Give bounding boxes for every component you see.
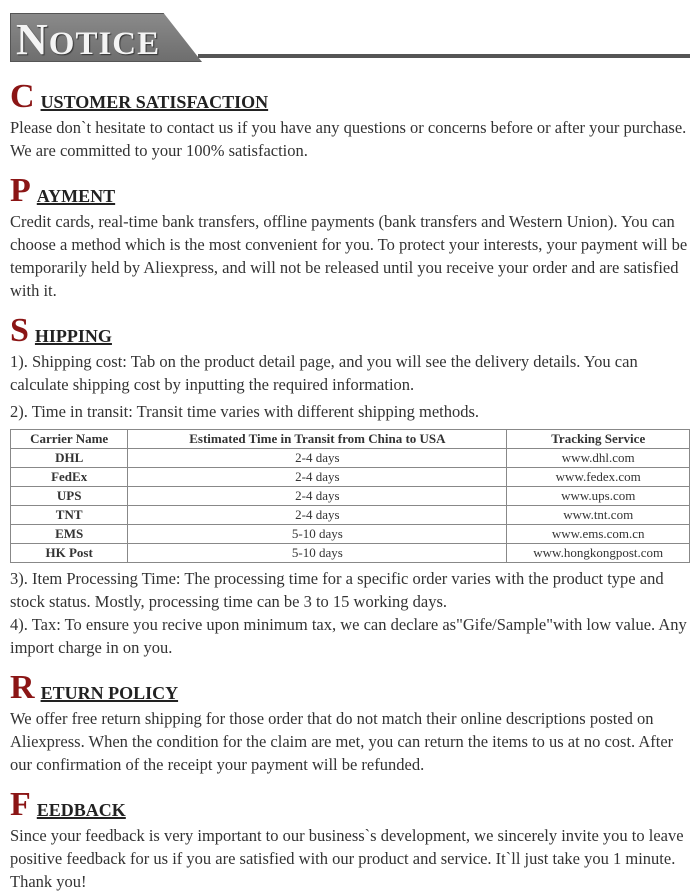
- banner-rule: [198, 54, 690, 58]
- heading-initial: R: [10, 669, 35, 706]
- table-row: [11, 525, 690, 544]
- table-cell: www.fedex.com: [507, 468, 690, 487]
- heading-text: EEDBACK: [36, 800, 126, 820]
- section-heading: [10, 172, 690, 209]
- column-header: Carrier Name: [11, 430, 128, 449]
- table-cell: www.dhl.com: [507, 449, 690, 468]
- table-cell: 2-4 days: [128, 468, 507, 487]
- paragraph: 1). Shipping cost: Tab on the product detail page, and you will see the delivery details. You can calculate shipping cost by inputting the required information.: [10, 352, 638, 394]
- section-heading: [10, 669, 690, 706]
- table-header-row: [11, 430, 690, 449]
- paragraph: We offer free return shipping for those order that do not match their online descriptions posted on Aliexpress. When the condition for the claim are met, you can return the items to us at no cost. After our confirmation of the receipt your payment will be refunded.: [10, 709, 674, 774]
- paragraph: Credit cards, real-time bank transfers, offline payments (bank transfers and Western Union). You can choose a method which is the most convenient for you. To protect your interests, your payment will be temporarily held by Aliexpress, and will not be released until you receive your order and are satisfied with it.: [10, 212, 688, 300]
- heading-initial: P: [10, 172, 31, 209]
- heading-text: HIPPING: [34, 326, 112, 346]
- column-header: Tracking Service: [507, 430, 690, 449]
- section-hipping: [0, 312, 700, 659]
- section-heading: [10, 786, 690, 823]
- section-eturn-policy: [0, 669, 700, 776]
- table-cell: UPS: [11, 487, 128, 506]
- paragraph: 2). Time in transit: Transit time varies with different shipping methods.: [10, 402, 480, 421]
- heading-initial: C: [10, 78, 35, 115]
- section-heading: [10, 78, 690, 115]
- table-row: [11, 468, 690, 487]
- table-cell: www.ems.com.cn: [507, 525, 690, 544]
- paragraph: Since your feedback is very important to our business`s development, we sincerely invite you to leave positive feedback for us if you are satisfied with our product and service. It`ll just take you 1 minute. Thank you!: [10, 826, 684, 891]
- table-cell: DHL: [11, 449, 128, 468]
- table-cell: HK Post: [11, 544, 128, 563]
- paragraph: Please don`t hesitate to contact us if you have any questions or concerns before or after your purchase. We are committed to your 100% satisfaction.: [10, 118, 687, 160]
- table-cell: 5-10 days: [128, 525, 507, 544]
- heading-text: ETURN POLICY: [40, 683, 179, 703]
- table-cell: www.ups.com: [507, 487, 690, 506]
- table-cell: TNT: [11, 506, 128, 525]
- section-eedback: [0, 786, 700, 893]
- table-cell: EMS: [11, 525, 128, 544]
- heading-initial: F: [10, 786, 31, 823]
- section-ustomer-satisfaction: [0, 78, 700, 162]
- table-row: [11, 544, 690, 563]
- section-heading: [10, 312, 690, 349]
- section-ayment: [0, 172, 700, 302]
- heading-text: AYMENT: [36, 186, 116, 206]
- table-cell: 2-4 days: [128, 487, 507, 506]
- table-row: [11, 449, 690, 468]
- table-row: [11, 487, 690, 506]
- shipping-table: [10, 429, 690, 563]
- notice-banner: [0, 0, 700, 68]
- paragraph: 4). Tax: To ensure you recive upon minimum tax, we can declare as"Gife/Sample"with low value. Any import charge in on you.: [10, 615, 687, 657]
- heading-text: USTOMER SATISFACTION: [40, 92, 269, 112]
- column-header: Estimated Time in Transit from China to USA: [128, 430, 507, 449]
- banner-title: NOTICE: [16, 15, 161, 64]
- table-cell: 2-4 days: [128, 506, 507, 525]
- table-row: [11, 506, 690, 525]
- paragraph: 3). Item Processing Time: The processing time for a specific order varies with the product type and stock status. Mostly, processing time can be 3 to 15 working days.: [10, 569, 664, 611]
- table-cell: 2-4 days: [128, 449, 507, 468]
- table-cell: www.hongkongpost.com: [507, 544, 690, 563]
- table-cell: FedEx: [11, 468, 128, 487]
- table-cell: www.tnt.com: [507, 506, 690, 525]
- table-cell: 5-10 days: [128, 544, 507, 563]
- heading-initial: S: [10, 312, 29, 349]
